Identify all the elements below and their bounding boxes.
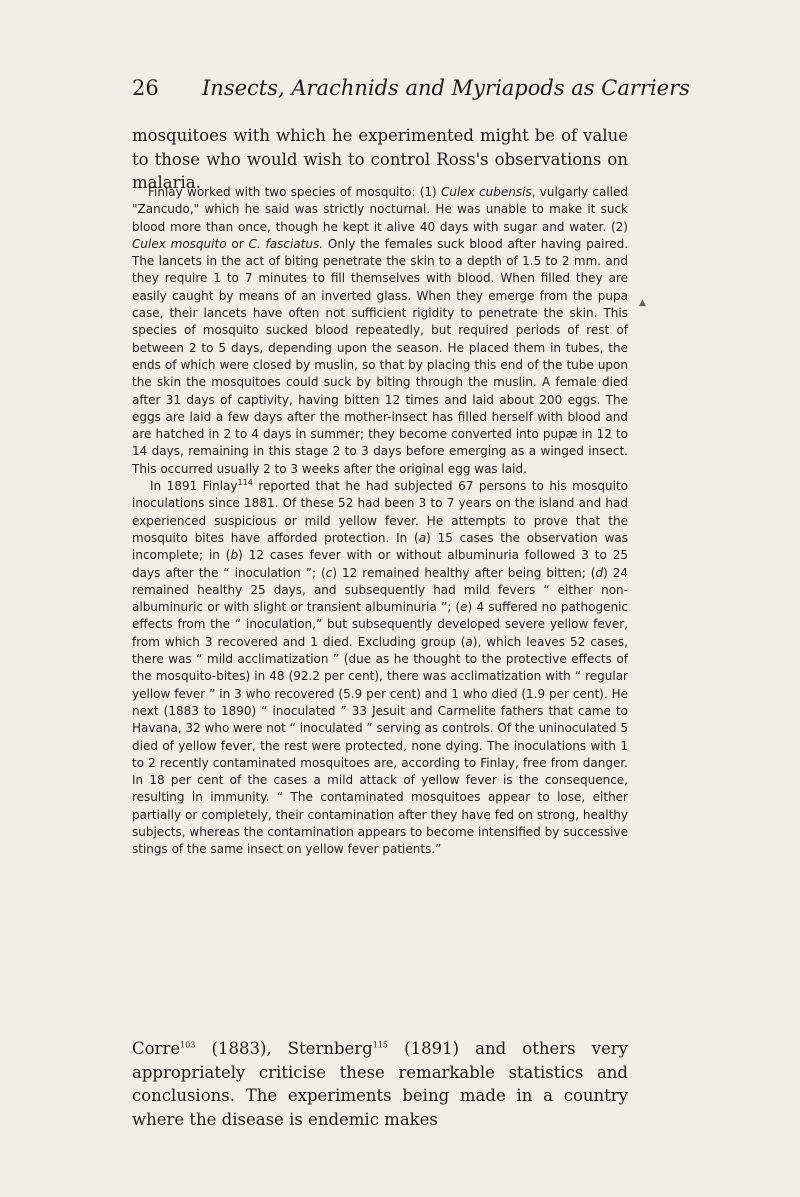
- text-run: ) 15 cases the observation was incomplete; in (: [132, 530, 628, 563]
- page-header: [132, 76, 690, 108]
- running-title: Insects, Arachnids and Myriapods as Carriers: [202, 76, 690, 100]
- group-letter: d: [595, 565, 604, 580]
- species-name: Culex mosquito: [132, 236, 227, 251]
- page-speck: ▲: [639, 298, 646, 308]
- group-letter: b: [230, 548, 239, 563]
- text-run: or: [226, 236, 249, 251]
- text-run: ) 12 remained healthy after being bitten; (: [332, 565, 596, 580]
- page-number: 26: [132, 76, 159, 100]
- text-run: ), which leaves 52 cases, there was “ mild acclimatization ” (due as he thought to the protective effects of the mosquito-bites) in 48 (92.2 per cent), there was acclimatization with “ regular yellow fever ” in 3 who recovered (5.9 per cent) and 1 who died (1.9 per cent). He next (1883 to 1890) “ inoculated ” 33 Jesuit and Carmelite fathers that came to Havana, 32 who were not “ inoculated ” serving as controls. Of the uninoculated 5 died of yellow fever, the rest were protected, none dying. The inoculations with 1 to 2 recently contaminated mosquitoes are, according to Finlay, free from danger. In 18 per cent of the cases a mild attack of yellow fever is the consequence, resulting in immunity. “ The contaminated mosquitoes appear to lose, either partially or completely, their contamination after they have fed on strong, healthy subjects, whereas the contamination appears to become intensified by successive stings of the same insect on yellow fever patients.”: [132, 634, 628, 857]
- closing-paragraph: [132, 1037, 628, 1131]
- text-run: (1891) and others very appropriately criticise these remarkable statistics and conclusions. The experiments being made in a country where the disease is endemic makes: [132, 1039, 628, 1129]
- text-run: Only the females suck blood after having paired. The lancets in the act of biting penetrate the skin to a depth of 1.5 to 2 mm. and they require 1 to 7 minutes to fill themselves with blood. When filled they are easily caught by means of an inverted glass. When they emerge from the pupa case, their lancets have often not sufficient rigidity to penetrate the skin. This species of mosquito sucked blood repeatedly, but required periods of rest of between 2 to 5 days, depending upon the season. He placed them in tubes, the ends of which were closed by muslin, so that by placing this end of the tube upon the skin the mosquitoes could suck by biting through the muslin. A female died after 31 days of captivity, having bitten 12 times and laid about 200 eggs. The eggs are laid a few days after the mother-insect has filled herself with blood and are hatched in 2 to 4 days in summer; they become converted into pupæ in 12 to 14 days, remaining in this stage 2 to 3 days before emerging as a winged insect. This occurred usually 2 to 3 weeks after the original egg was laid.: [132, 236, 629, 476]
- opening-paragraph: mosquitoes with which he experimented might be of value to those who would wish to control Ross's observations on malaria.: [132, 126, 628, 192]
- species-name: C. fasciatus.: [248, 236, 324, 251]
- footnote-ref: 115: [372, 1040, 389, 1050]
- footnote-ref: 114: [237, 478, 253, 488]
- quote-paragraph-2: [132, 478, 628, 859]
- text-run: ) 12 cases fever with or without albuminuria followed 3 to 25 days after the “ inoculation ”; (: [132, 548, 628, 580]
- quote-paragraph-1: [132, 184, 628, 478]
- text-run: In 1891 Finlay: [150, 479, 238, 494]
- text-run: , vulgarly called "Zancudo," which he said was strictly nocturnal. He was unable to make it suck blood more than once, though he kept it alive 40 days with sugar and water. (2): [132, 185, 628, 234]
- text-run: ) 24 remained healthy 25 days, and subsequently had mild fevers “ either non-albuminuric or with slight or transient albuminuria ”; (: [132, 565, 629, 615]
- group-letter: a: [418, 530, 427, 545]
- text-run: ) 4 suffered no pathogenic effects from the “ inoculation,” but subsequently developed severe yellow fever, from which 3 recovered and 1 died. Excluding group (: [132, 600, 628, 649]
- quoted-passage: [132, 184, 628, 859]
- group-letter: e: [460, 600, 468, 615]
- text-run: Finlay worked with two species of mosquito: (1): [148, 185, 441, 199]
- group-letter: a: [465, 634, 473, 649]
- text-run: (1883), Sternberg: [195, 1039, 373, 1058]
- species-name: Culex cubensis: [440, 185, 532, 199]
- text-run: Corre: [132, 1039, 181, 1058]
- group-letter: c: [325, 565, 333, 580]
- footnote-ref: 103: [180, 1040, 196, 1050]
- text-run: reported that he had subjected 67 persons to his mosquito inoculations since 1881. Of these 52 had been 3 to 7 years on the island and had experienced suspicious or mild yellow fever. He attempts to prove that the mosquito bites have afforded protection. In (: [132, 479, 628, 545]
